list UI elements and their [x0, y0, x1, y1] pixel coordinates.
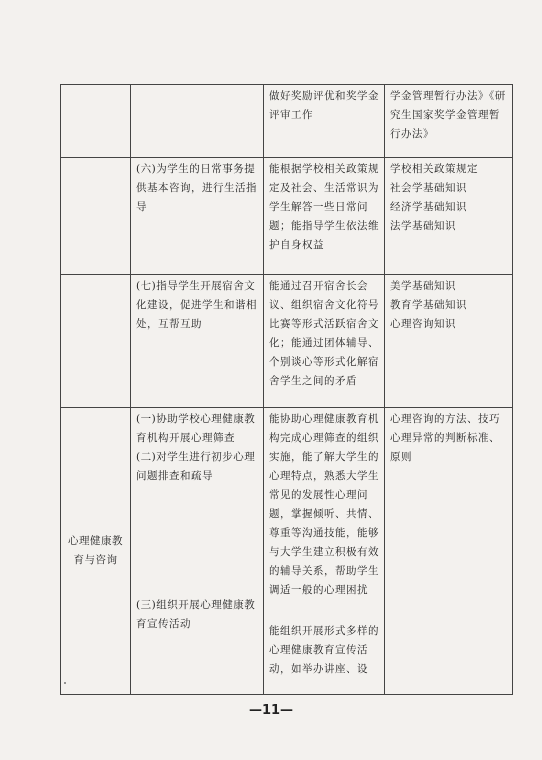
content-item: (一)协助学校心理健康教育机构开展心理筛查 — [136, 413, 256, 444]
table-row — [61, 408, 513, 695]
category-cell — [61, 275, 131, 408]
knowledge-item: 美学基础知识 — [390, 280, 456, 292]
page-number: —11— — [248, 703, 294, 718]
ability-cell: 做好奖励评优和奖学金评审工作 — [264, 85, 385, 158]
content-cell: (六)为学生的日常事务提供基本咨询，进行生活指导 — [131, 158, 264, 275]
ability-item: 能协助心理健康教育机构完成心理筛查的组织实施，能了解大学生的心理特点，熟悉大学生常见的发展性心理问题，掌握倾听、共情、尊重等沟通技能，能够与大学生建立积极有效的辅导关系，帮助学生调适一般的心理困扰 — [269, 413, 379, 596]
knowledge-item: 经济学基础知识 — [390, 201, 467, 213]
scan-dot — [64, 682, 66, 684]
content-cell: (七)指导学生开展宿舍文化建设，促进学生和谐相处，互帮互助 — [131, 275, 264, 408]
table-row — [61, 275, 513, 408]
table-row — [61, 158, 513, 275]
table-row — [61, 85, 513, 158]
knowledge-cell — [385, 275, 513, 408]
category-cell: 心理健康教育与咨询 — [61, 408, 131, 695]
category-cell — [61, 85, 131, 158]
knowledge-cell — [385, 408, 513, 695]
ability-cell: 能通过召开宿舍长会议、组织宿舍文化符号比赛等形式活跃宿舍文化；能通过团体辅导、个别谈心等形式化解宿舍学生之间的矛盾 — [264, 275, 385, 408]
knowledge-cell — [385, 158, 513, 275]
knowledge-item: 心理异常的判断标准、原则 — [390, 432, 500, 463]
knowledge-item: 教育学基础知识 — [390, 299, 467, 311]
content-cell — [131, 85, 264, 158]
category-cell — [61, 158, 131, 275]
ability-cell — [264, 408, 385, 695]
content-item: (三)组织开展心理健康教育宣传活动 — [136, 599, 256, 630]
knowledge-item: 心理咨询的方法、技巧 — [390, 413, 500, 425]
content-item: (二)对学生进行初步心理问题排查和疏导 — [136, 451, 256, 482]
knowledge-item: 学校相关政策规定 — [390, 163, 478, 175]
knowledge-cell: 学金管理暂行办法》《研究生国家奖学金管理暂行办法》 — [385, 85, 513, 158]
knowledge-item: 社会学基础知识 — [390, 182, 467, 194]
content-cell — [131, 408, 264, 695]
knowledge-item: 法学基础知识 — [390, 220, 456, 232]
ability-cell: 能根据学校相关政策规定及社会、生活常识为学生解答一些日常问题；能指导学生依法维护自身权益 — [264, 158, 385, 275]
knowledge-item: 心理咨询知识 — [390, 318, 456, 330]
ability-item: 能组织开展形式多样的心理健康教育宣传活动，如举办讲座、设 — [269, 625, 379, 675]
competency-table — [60, 84, 513, 695]
